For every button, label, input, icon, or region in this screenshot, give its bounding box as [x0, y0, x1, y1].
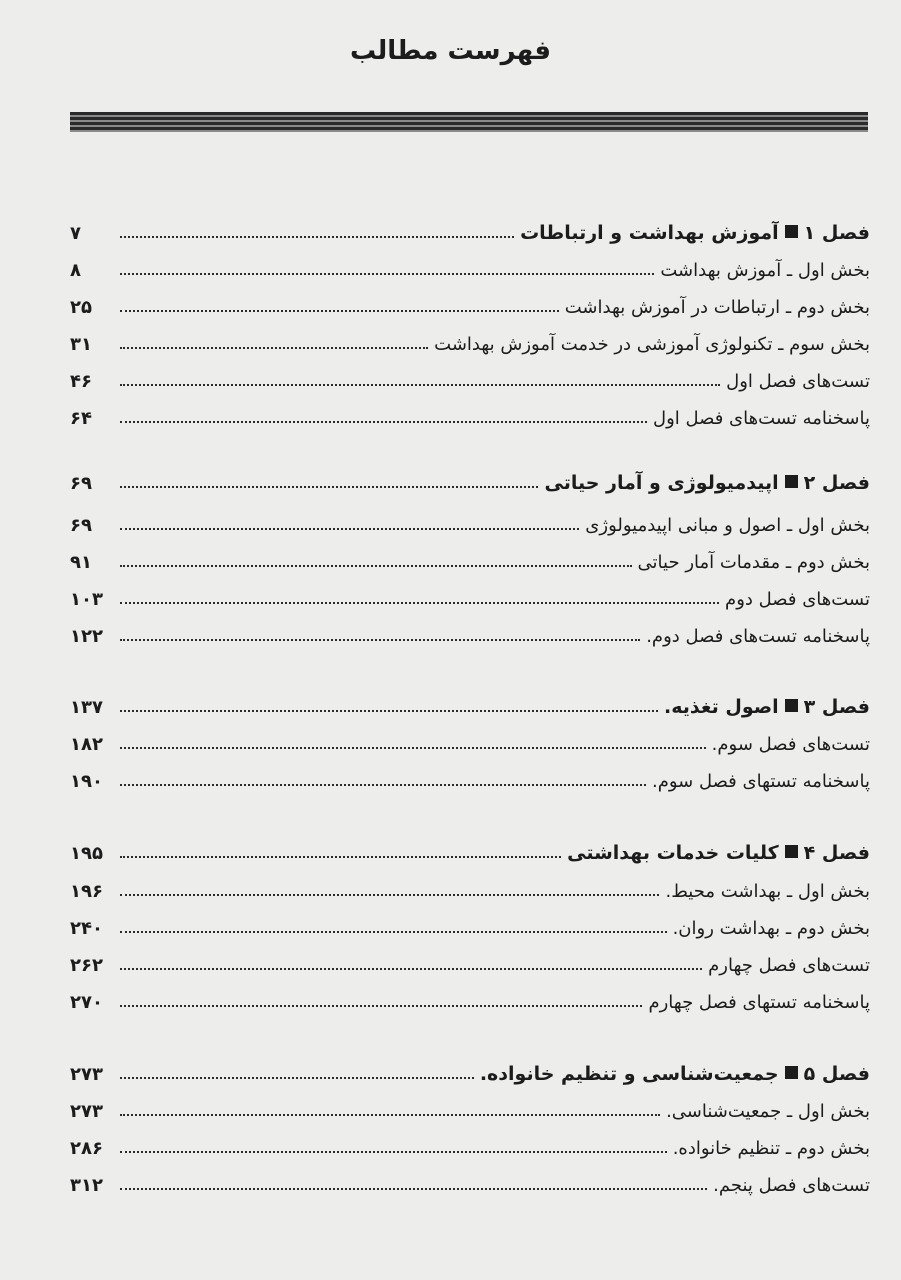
dot-leader	[120, 1005, 642, 1007]
page-number: ۱۹۵	[70, 843, 103, 864]
chapter-number: فصل ۱	[803, 222, 870, 244]
toc-entry[interactable]	[70, 574, 870, 614]
chapter-number: فصل ۳	[803, 696, 870, 718]
toc-entry[interactable]	[70, 537, 870, 577]
chapter-heading[interactable]	[70, 682, 870, 722]
page-number: ۸	[70, 260, 81, 281]
page-number: ۶۴	[70, 408, 92, 429]
dot-leader	[120, 384, 720, 386]
page-number: ۲۴۰	[70, 918, 103, 939]
toc-entry[interactable]	[70, 245, 870, 285]
square-bullet-icon	[785, 699, 798, 712]
chapter-title: جمعیت‌شناسی و تنظیم خانواده.	[479, 1063, 779, 1085]
chapter-heading[interactable]	[70, 458, 870, 498]
page-number: ۹۱	[70, 552, 92, 573]
entry-label: تست‌های فصل سوم.	[711, 734, 870, 755]
dot-leader	[120, 1114, 660, 1116]
toc-entry[interactable]	[70, 319, 870, 359]
toc-entry[interactable]	[70, 756, 870, 796]
entry-label: تست‌های فصل اول	[726, 371, 870, 392]
entry-label: بخش اول ـ جمعیت‌شناسی.	[666, 1101, 870, 1122]
page-number: ۶۹	[70, 473, 92, 494]
entry-label: بخش اول ـ اصول و مبانی اپیدمیولوژی	[585, 515, 870, 536]
dot-leader	[120, 1077, 474, 1079]
chapter-title: آموزش بهداشت و ارتباطات	[520, 222, 779, 244]
entry-label: پاسخنامه تستهای فصل چهارم	[648, 992, 870, 1013]
toc-entry[interactable]	[70, 1123, 870, 1163]
page-number: ۳۱۲	[70, 1175, 103, 1196]
dot-leader	[120, 639, 640, 641]
page-number: ۱۹۰	[70, 771, 103, 792]
page-title: فهرست مطالب	[350, 36, 551, 66]
page-number: ۱۹۶	[70, 881, 103, 902]
entry-label: پاسخنامه تستهای فصل سوم.	[651, 771, 870, 792]
dot-leader	[120, 968, 702, 970]
toc-entry[interactable]	[70, 282, 870, 322]
square-bullet-icon	[785, 475, 798, 488]
page-number: ۲۸۶	[70, 1138, 103, 1159]
page-number: ۱۸۲	[70, 734, 103, 755]
page-number: ۶۹	[70, 515, 92, 536]
square-bullet-icon	[785, 1066, 798, 1079]
dot-leader	[120, 273, 654, 275]
page-number: ۲۷۳	[70, 1101, 103, 1122]
chapter-number: فصل ۴	[803, 842, 870, 864]
entry-label: پاسخنامه تست‌های فصل اول	[653, 408, 870, 429]
toc-entry[interactable]	[70, 611, 870, 651]
toc-entry[interactable]	[70, 903, 870, 943]
dot-leader	[120, 310, 559, 312]
chapter-heading[interactable]	[70, 828, 870, 868]
entry-label: تست‌های فصل پنجم.	[713, 1175, 870, 1196]
entry-label: بخش دوم ـ بهداشت روان.	[672, 918, 870, 939]
chapter-title: اپیدمیولوژی و آمار حیاتی	[544, 472, 779, 494]
page-number: ۴۶	[70, 371, 92, 392]
page-number: ۷	[70, 223, 81, 244]
toc-entry[interactable]	[70, 1160, 870, 1200]
toc-entry[interactable]	[70, 940, 870, 980]
square-bullet-icon	[785, 845, 798, 858]
dot-leader	[120, 710, 658, 712]
dot-leader	[120, 931, 667, 933]
page-number: ۳۱	[70, 334, 92, 355]
dot-leader	[120, 1151, 667, 1153]
chapter-title: کلیات خدمات بهداشتی	[567, 842, 779, 864]
entry-label: تست‌های فصل چهارم	[708, 955, 870, 976]
entry-label: بخش دوم ـ ارتباطات در آموزش بهداشت	[564, 297, 870, 318]
entry-label: بخش دوم ـ مقدمات آمار حیاتی	[637, 552, 870, 573]
toc-entry[interactable]	[70, 356, 870, 396]
dot-leader	[120, 1188, 707, 1190]
chapter-number: فصل ۵	[803, 1063, 870, 1085]
toc-entry[interactable]	[70, 977, 870, 1017]
dot-leader	[120, 856, 561, 858]
dot-leader	[120, 421, 647, 423]
entry-label: بخش اول ـ بهداشت محیط.	[665, 881, 870, 902]
dot-leader	[120, 747, 706, 749]
dot-leader	[120, 486, 538, 488]
page-number: ۱۰۳	[70, 589, 103, 610]
dot-leader	[120, 528, 579, 530]
entry-label: پاسخنامه تست‌های فصل دوم.	[646, 626, 870, 647]
page-number: ۲۶۲	[70, 955, 103, 976]
chapter-number: فصل ۲	[803, 472, 870, 494]
entry-label: بخش سوم ـ تکنولوژی آموزشی در خدمت آموزش بهداشت	[434, 334, 870, 355]
dot-leader	[120, 784, 646, 786]
page-number: ۱۳۷	[70, 697, 103, 718]
page-number: ۲۷۰	[70, 992, 103, 1013]
chapter-heading[interactable]	[70, 208, 870, 248]
toc-entry[interactable]	[70, 866, 870, 906]
dot-leader	[120, 347, 428, 349]
page-number: ۲۵	[70, 297, 92, 318]
entry-label: تست‌های فصل دوم	[725, 589, 870, 610]
toc-entry[interactable]	[70, 1086, 870, 1126]
dot-leader	[120, 894, 659, 896]
page-number: ۱۲۲	[70, 626, 103, 647]
page-number: ۲۷۳	[70, 1064, 103, 1085]
chapter-heading[interactable]	[70, 1049, 870, 1089]
entry-label: بخش دوم ـ تنظیم خانواده.	[672, 1138, 870, 1159]
dot-leader	[120, 565, 632, 567]
toc-entry[interactable]	[70, 393, 870, 433]
toc-entry[interactable]	[70, 719, 870, 759]
toc-entry[interactable]	[70, 500, 870, 540]
entry-label: بخش اول ـ آموزش بهداشت	[660, 260, 870, 281]
chapter-title: اصول تغذیه.	[664, 696, 779, 718]
dot-leader	[120, 236, 514, 238]
square-bullet-icon	[785, 225, 798, 238]
dot-leader	[120, 602, 719, 604]
